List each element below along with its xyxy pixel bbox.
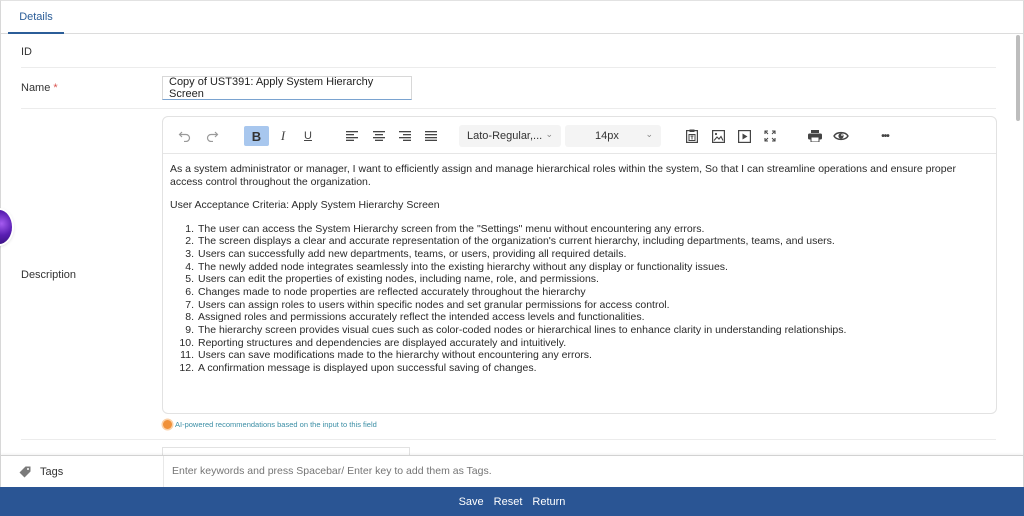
item-number: 9. (185, 324, 194, 337)
image-icon (712, 130, 725, 143)
preview-icon (833, 130, 849, 142)
item-text: Changes made to node properties are reflected accurately throughout the hierarchy (198, 286, 586, 299)
description-label: Description (21, 269, 77, 281)
align-left-button[interactable] (345, 126, 359, 146)
return-button[interactable]: Return (532, 495, 566, 508)
divider (21, 67, 996, 68)
item-text: Users can edit the properties of existing nodes, including name, role, and permissions. (198, 273, 599, 286)
partially-hidden-field[interactable] (162, 447, 410, 455)
tags-row (1, 455, 1023, 487)
editor-toolbar (163, 117, 996, 154)
name-input[interactable]: Copy of UST391: Apply System Hierarchy Screen (162, 76, 412, 100)
item-number: 8. (185, 311, 194, 324)
item-text: The screen displays a clear and accurate representation of the organization's current hierarchy, including departments, teams, and users. (198, 235, 835, 248)
print-icon (808, 130, 822, 142)
ai-recommendation-note (163, 420, 377, 429)
name-label-text: Name (21, 82, 51, 94)
action-footer (0, 487, 1024, 516)
paste-text-icon (686, 129, 698, 143)
list-item (170, 362, 985, 375)
list-item (170, 324, 985, 337)
item-text: Assigned roles and permissions accurately reflect the intended access levels and functionalities. (198, 311, 645, 324)
criteria-heading: User Acceptance Criteria: Apply System Hierarchy Screen (170, 199, 440, 212)
criteria-list (170, 223, 985, 375)
item-number: 4. (185, 260, 194, 273)
item-text: A confirmation message is displayed upon successful saving of changes. (198, 362, 537, 374)
reset-button[interactable]: Reset (493, 495, 523, 508)
preview-button[interactable] (832, 126, 850, 146)
chevron-down-icon: ⌄ (545, 129, 553, 139)
bold-button[interactable]: B (244, 126, 269, 146)
italic-button[interactable]: I (280, 128, 286, 143)
story-intro: As a system administrator or manager, I want to efficiently assign and manage hierarchical roles within the system, So that I can streamline operations and ensure proper access control throughout the organization. (170, 163, 956, 188)
tags-label-text: Tags (40, 466, 64, 478)
align-center-button[interactable] (372, 126, 386, 146)
item-text: The newly added node integrates seamlessly into the existing hierarchy without any display or functionality issues. (198, 260, 728, 273)
scrollbar[interactable] (1016, 35, 1022, 485)
ai-note-text: AI-powered recommendations based on the input to this field (175, 420, 377, 429)
list-item (170, 223, 985, 236)
list-item (170, 286, 985, 299)
tag-icon (19, 466, 31, 478)
align-right-icon (399, 131, 411, 141)
list-item (170, 337, 985, 350)
list-item (170, 299, 985, 312)
item-number: 6. (185, 286, 194, 299)
align-right-button[interactable] (398, 126, 412, 146)
required-marker: * (53, 82, 58, 94)
list-item (170, 349, 985, 362)
media-icon (738, 130, 751, 143)
item-number: 12. (179, 362, 194, 374)
print-button[interactable] (807, 126, 823, 146)
fullscreen-icon (764, 130, 776, 142)
align-left-icon (346, 131, 358, 141)
name-label (21, 82, 58, 94)
undo-button[interactable] (175, 126, 193, 146)
tab-bar (1, 1, 1023, 34)
fullscreen-button[interactable] (763, 126, 777, 146)
list-item (170, 261, 985, 274)
description-editor[interactable] (162, 116, 997, 414)
item-number: 5. (185, 273, 194, 286)
item-text: Users can assign roles to users within specific nodes and set granular permissions for access control. (198, 298, 670, 311)
font-family-select[interactable] (459, 125, 561, 147)
item-number: 11. (180, 349, 194, 362)
insert-image-button[interactable] (711, 126, 725, 146)
item-number: 2. (185, 235, 194, 248)
font-size-select[interactable] (565, 125, 661, 147)
insert-media-button[interactable] (737, 126, 751, 146)
paste-text-button[interactable] (685, 126, 699, 146)
list-item (170, 311, 985, 324)
scrollbar-thumb[interactable] (1016, 35, 1020, 121)
divider (21, 439, 996, 440)
redo-icon (206, 130, 219, 142)
item-text: The user can access the System Hierarchy screen from the "Settings" menu without encountering any errors. (198, 222, 705, 235)
list-item (170, 248, 985, 261)
item-number: 10. (179, 336, 194, 349)
underline-button[interactable]: U (304, 130, 312, 142)
justify-button[interactable] (424, 126, 438, 146)
item-text: Users can successfully add new departments, teams, or users, providing all required details. (198, 248, 627, 261)
align-center-icon (373, 131, 385, 141)
justify-icon (425, 131, 437, 141)
item-number: 7. (185, 298, 194, 311)
chevron-down-icon: ⌄ (645, 129, 653, 139)
list-item (170, 235, 985, 248)
item-text: The hierarchy screen provides visual cues such as color-coded nodes or hierarchical lines to enhance clarity in understanding relationships. (198, 324, 847, 337)
font-family-value: Lato-Regular,... (467, 130, 543, 142)
divider (163, 456, 164, 488)
font-size-value: 14px (595, 130, 619, 142)
editor-content[interactable] (170, 163, 985, 375)
item-number: 1. (185, 222, 194, 235)
id-label: ID (21, 46, 32, 58)
list-item (170, 273, 985, 286)
divider (21, 108, 996, 109)
item-number: 3. (185, 248, 194, 261)
tags-label (19, 466, 63, 478)
tab-details[interactable]: Details (8, 1, 64, 34)
tags-input[interactable] (172, 465, 772, 477)
item-text: Reporting structures and dependencies are displayed accurately and intuitively. (198, 336, 567, 349)
redo-button[interactable] (203, 126, 221, 146)
save-button[interactable]: Save (458, 495, 484, 508)
more-options-button[interactable]: ••• (881, 130, 889, 142)
item-text: Users can save modifications made to the hierarchy without encountering any errors. (198, 349, 592, 362)
undo-icon (178, 130, 191, 142)
ai-sparkle-icon (163, 420, 172, 429)
